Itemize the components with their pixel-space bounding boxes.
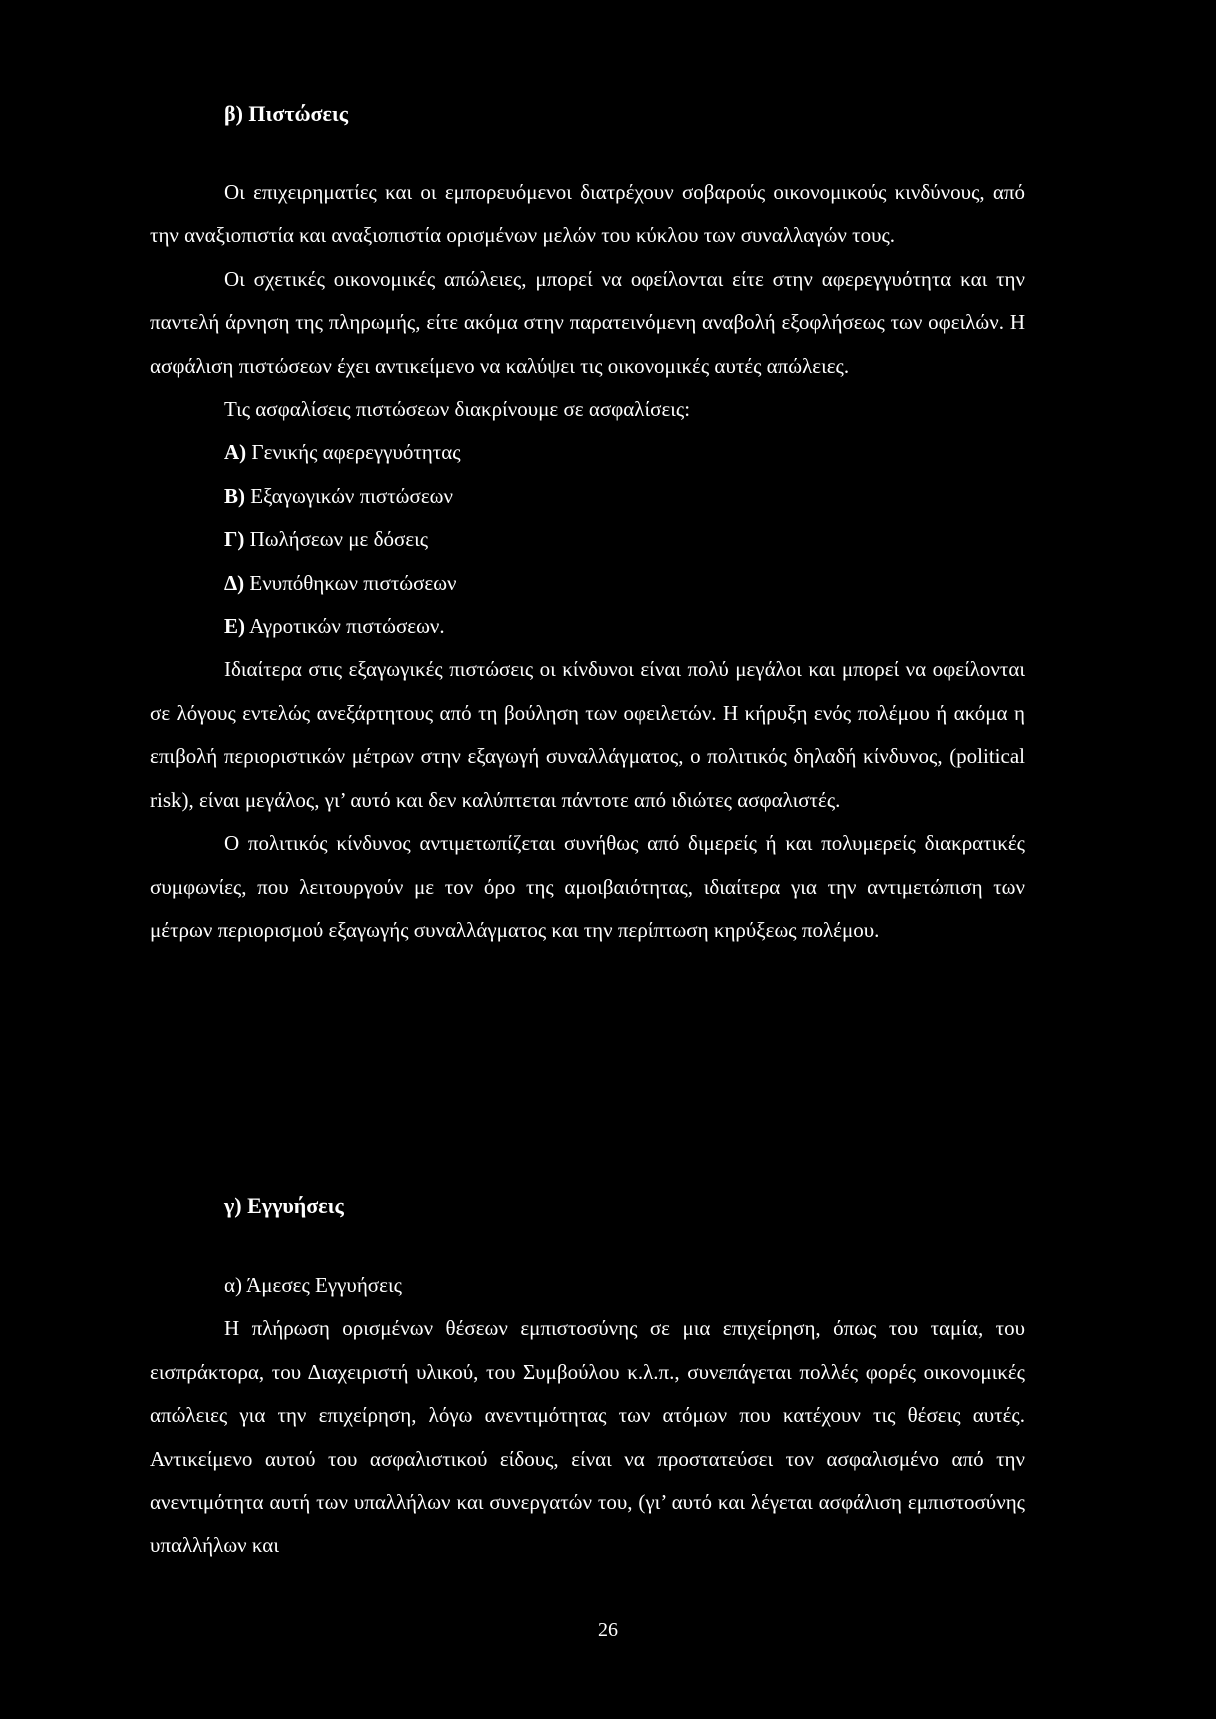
page-number: 26: [598, 1619, 618, 1641]
paragraph-credits-types-intro: Τις ασφαλίσεις πιστώσεων διακρίνουμε σε ασφαλίσεις:: [224, 397, 691, 422]
paragraph-direct-guarantees: Η πλήρωση ορισμένων θέσεων εμπιστοσύνης σε μια επιχείρηση, όπως του ταμία, του εισπράκτορα, του Διαχειριστή υλικού, του Συμβούλου κ.λ.π., συνεπάγεται πολλές φορές οικονομικές απώλειες για την επιχείρηση, λόγω ανεντιμότητας των ατόμων που κατέχουν τις θέσεις αυτές. Αντικείμενο αυτού του ασφαλιστικού είδους, είναι να προστατεύσει τον ασφαλισμένο από την ανεντιμότητα αυτή των υπαλλήλων και συνεργατών του, (γι’ αυτό και λέγεται ασφάλιση εμπιστοσύνης υπαλλήλων και: [150, 1316, 1025, 1558]
list-item-text: Ενυπόθηκων πιστώσεων: [249, 570, 457, 595]
paragraph-export-credits: Ιδιαίτερα στις εξαγωγικές πιστώσεις οι κίνδυνοι είναι πολύ μεγάλοι και μπορεί να οφείλονται σε λόγους εντελώς ανεξάρτητους από τη βούληση των οφειλετών. Η κήρυξη ενός πολέμου ή ακόμα η επιβολή περιοριστικών μέτρων στην εξαγωγή συναλλάγματος, ο πολιτικός δηλαδή κίνδυνος, (political risk), είναι μεγάλος, γι’ αυτό και δεν καλύπτεται πάντοτε από ιδιώτες ασφαλιστές.: [150, 657, 1025, 812]
subheading-direct-guarantees: α) Άμεσες Εγγυήσεις: [224, 1273, 402, 1297]
guarantees-body: [150, 1264, 1025, 1568]
list-item-text: Εξαγωγικών πιστώσεων: [250, 483, 453, 508]
credits-body: [150, 171, 1025, 952]
section-heading-guarantees: γ) Εγγυήσεις: [224, 1193, 344, 1218]
list-item: [150, 475, 1025, 518]
list-item: [150, 431, 1025, 474]
list-item-text: Αγροτικών πιστώσεων.: [249, 614, 445, 639]
list-item-label: Α): [224, 440, 247, 465]
list-item: [150, 605, 1025, 648]
list-item-text: Γενικής αφερεγγυότητας: [251, 440, 461, 465]
paragraph-credits-intro: Οι επιχειρηματίες και οι εμπορευόμενοι διατρέχουν σοβαρούς οικονομικούς κινδύνους, από την αναξιοπιστία και αναξιοπιστία ορισμένων μελών του κύκλου των συναλλαγών τους.: [150, 180, 1025, 248]
list-item: [150, 562, 1025, 605]
list-item-label: Ε): [224, 614, 245, 639]
list-item: [150, 518, 1025, 561]
list-item-text: Πωλήσεων με δόσεις: [249, 527, 429, 552]
paragraph-credits-losses: Οι σχετικές οικονομικές απώλειες, μπορεί να οφείλονται είτε στην αφερεγγυότητα και την παντελή άρνηση της πληρωμής, είτε ακόμα στην παρατεινόμενη αναβολή εξοφλήσεως των οφειλών. Η ασφάλιση πιστώσεων έχει αντικείμενο να καλύψει τις οικονομικές αυτές απώλειες.: [150, 266, 1025, 378]
list-item-label: Β): [224, 483, 245, 508]
list-item-label: Δ): [224, 570, 245, 595]
section-heading-credits: β) Πιστώσεις: [224, 101, 349, 126]
list-item-label: Γ): [224, 527, 245, 552]
paragraph-political-risk: Ο πολιτικός κίνδυνος αντιμετωπίζεται συνήθως από διμερείς ή και πολυμερείς διακρατικές συμφωνίες, που λειτουργούν με τον όρο της αμοιβαιότητας, ιδιαίτερα για την αντιμετώπιση των μέτρων περιορισμού εξαγωγής συναλλάγματος και την περίπτωση κηρύξεως πολέμου.: [150, 831, 1025, 942]
